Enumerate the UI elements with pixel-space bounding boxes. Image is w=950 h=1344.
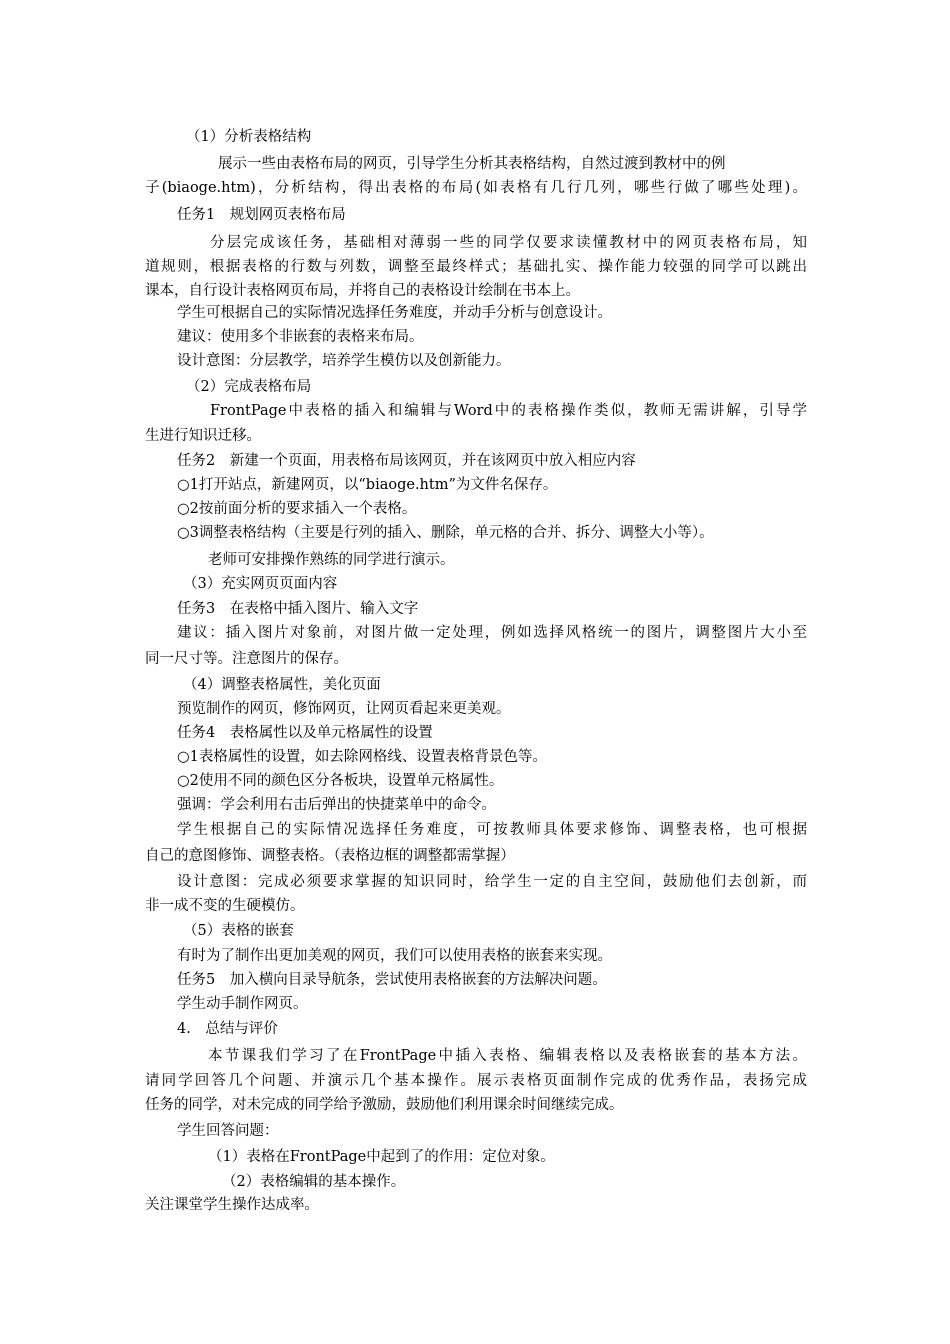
text-line: 任务3 在表格中插入图片、输入文字 — [177, 601, 419, 617]
text-line: 生进行知识迁移。 — [145, 428, 261, 444]
text-line: （1）分析表格结构 — [186, 129, 312, 145]
text-line: ○2使用不同的颜色区分各板块，设置单元格属性。 — [177, 773, 504, 789]
text-line: （2）表格编辑的基本操作。 — [222, 1174, 406, 1190]
text-line: FrontPage中表格的插入和编辑与Word中的表格操作类似，教师无需讲解，引导学 — [210, 403, 807, 419]
text-line: 设计意图：分层教学，培养学生模仿以及创新能力。 — [177, 353, 511, 369]
text-line: 课本，自行设计表格网页布局，并将自己的表格设计绘制在书本上。 — [145, 283, 580, 299]
text-line: 学生动手制作网页。 — [177, 996, 308, 1012]
text-line: 同一尺寸等。注意图片的保存。 — [145, 651, 348, 667]
text-line: 建议：使用多个非嵌套的表格来布局。 — [177, 329, 424, 345]
text-line: 展示一些由表格布局的网页，引导学生分析其表格结构，自然过渡到教材中的例 — [218, 156, 726, 172]
text-line: （1）表格在FrontPage中起到了的作用：定位对象。 — [208, 1149, 555, 1165]
text-line: 关注课堂学生操作达成率。 — [145, 1197, 319, 1213]
text-line: （3）充实网页页面内容 — [183, 576, 338, 592]
text-line: 学生回答问题： — [177, 1123, 279, 1139]
text-line: ○2按前面分析的要求插入一个表格。 — [177, 501, 417, 517]
text-line: （2）完成表格布局 — [186, 379, 312, 395]
text-line: 任务5 加入横向目录导航条，尝试使用表格嵌套的方法解决问题。 — [177, 972, 607, 988]
text-line: 老师可安排操作熟练的同学进行演示。 — [208, 552, 455, 568]
text-line: 自己的意图修饰、调整表格。（表格边框的调整都需掌握） — [145, 848, 515, 864]
text-line: （4）调整表格属性，美化页面 — [183, 677, 381, 693]
text-line: 任务的同学，对未完成的同学给予激励，鼓励他们利用课余时间继续完成。 — [145, 1097, 624, 1113]
text-line: 4. 总结与评价 — [177, 1021, 278, 1037]
text-line: ○1打开站点，新建网页，以“biaoge.htm”为文件名保存。 — [177, 477, 558, 493]
text-line: ○3调整表格结构（主要是行列的插入、删除，单元格的合并、拆分、调整大小等）。 — [177, 525, 714, 541]
text-line: 任务4 表格属性以及单元格属性的设置 — [177, 725, 433, 741]
text-line: 本节课我们学习了在FrontPage中插入表格、编辑表格以及表格嵌套的基本方法。 — [208, 1048, 807, 1064]
text-line: 任务2 新建一个页面，用表格布局该网页，并在该网页中放入相应内容 — [177, 453, 636, 469]
text-line: 学生根据自己的实际情况选择任务难度，可按教师具体要求修饰、调整表格，也可根据 — [177, 822, 807, 838]
text-line: 子(biaoge.htm)，分析结构，得出表格的布局(如表格有几行几列，哪些行做了哪些处理)。 — [145, 180, 807, 196]
text-line: ○1表格属性的设置，如去除网格线、设置表格背景色等。 — [177, 749, 547, 765]
text-line: 非一成不变的生硬模仿。 — [145, 898, 305, 914]
text-line: （5）表格的嵌套 — [183, 923, 294, 939]
text-line: 分层完成该任务，基础相对薄弱一些的同学仅要求读懂教材中的网页表格布局，知 — [210, 235, 807, 251]
text-line: 建议：插入图片对象前，对图片做一定处理，例如选择风格统一的图片，调整图片大小至 — [177, 625, 807, 641]
text-line: 任务1 规划网页表格布局 — [177, 207, 346, 223]
text-line: 预览制作的网页，修饰网页，让网页看起来更美观。 — [177, 701, 511, 717]
text-line: 学生可根据自己的实际情况选择任务难度，并动手分析与创意设计。 — [177, 305, 612, 321]
text-line: 设计意图：完成必须要求掌握的知识同时，给学生一定的自主空间，鼓励他们去创新，而 — [177, 874, 807, 890]
text-line: 道规则，根据表格的行数与列数，调整至最终样式；基础扎实、操作能力较强的同学可以跳出 — [145, 259, 807, 275]
text-line: 请同学回答几个问题、并演示几个基本操作。展示表格页面制作完成的优秀作品，表扬完成 — [145, 1073, 807, 1089]
text-line: 强调：学会利用右击后弹出的快捷菜单中的命令。 — [177, 797, 496, 813]
text-line: 有时为了制作出更加美观的网页，我们可以使用表格的嵌套来实现。 — [177, 948, 612, 964]
